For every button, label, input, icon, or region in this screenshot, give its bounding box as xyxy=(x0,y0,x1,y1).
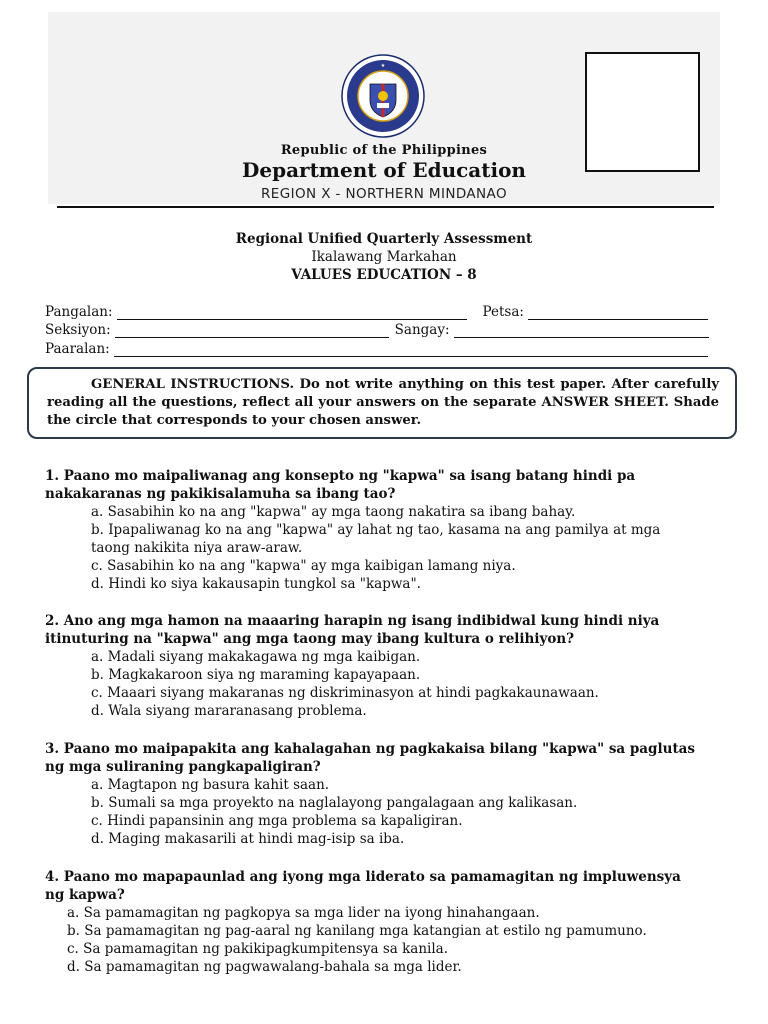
question-4-option-a: a. Sa pamamagitan ng pagkopya sa mga lider na iyong hinahangaan. xyxy=(67,905,540,921)
question-4-option-c: c. Sa pamamagitan ng pakikipagkumpitensya sa kanila. xyxy=(67,941,448,957)
question-4-option-b: b. Sa pamamagitan ng pag-aaral ng kanilang mga katangian at estilo ng pamumuno. xyxy=(67,923,647,939)
subject-title: VALUES EDUCATION – 8 xyxy=(291,267,477,283)
question-3-option-d: d. Maging makasarili at hindi mag-isip sa iba. xyxy=(91,831,405,847)
question-3-option-a: a. Magtapon ng basura kahit saan. xyxy=(91,777,330,793)
question-3-option-c: c. Hindi papansinin ang mga problema sa kapaligiran. xyxy=(91,813,463,829)
paaralan-field[interactable] xyxy=(114,344,708,357)
pangalan-label: Pangalan: xyxy=(45,304,113,320)
name-date-row xyxy=(45,304,717,320)
question-1 xyxy=(45,467,725,593)
republic-label: Republic of the Philippines xyxy=(280,143,488,158)
question-2-stem: 2. Ano ang mga hamon na maaaring harapin ng isang indibidwal kung hindi niya xyxy=(45,613,660,629)
header-divider xyxy=(57,206,714,208)
question-3-stem: 3. Paano mo maipapakita ang kahalagahan ng pagkakaisa bilang "kapwa" sa paglutas xyxy=(45,741,696,757)
question-1-option-b: b. Ipapaliwanag ko na ang "kapwa" ay lahat ng tao, kasama na ang pamilya at mga xyxy=(91,522,661,538)
question-2-option-c: c. Maaari siyang makaranas ng diskriminasyon at hindi pagkakaunawaan. xyxy=(91,685,599,701)
question-4-stem-cont: ng kapwa? xyxy=(45,887,125,903)
question-1-option-c: c. Sasabihin ko na ang "kapwa" ay mga kaibigan lamang niya. xyxy=(91,558,516,574)
seksiyon-label: Seksiyon: xyxy=(45,322,111,338)
question-2-stem-cont: itinuturing na "kapwa" ang mga taong may ibang kultura o relihiyon? xyxy=(45,631,575,647)
question-1-option-a: a. Sasabihin ko na ang "kapwa" ay mga taong nakatira sa ibang bahay. xyxy=(91,504,576,520)
sangay-field[interactable] xyxy=(454,325,709,338)
question-3-option-b: b. Sumali sa mga proyekto na naglalayong pangalagaan ang kalikasan. xyxy=(91,795,578,811)
question-3 xyxy=(45,740,725,848)
assessment-title: Regional Unified Quarterly Assessment xyxy=(235,231,533,247)
question-2-option-d: d. Wala siyang mararanasang problema. xyxy=(91,703,367,719)
svg-text:★: ★ xyxy=(380,63,386,69)
question-3-stem-cont: ng mga suliraning pangkapaligiran? xyxy=(45,759,321,775)
instructions-text: GENERAL INSTRUCTIONS. Do not write anything on this test paper. After carefully reading all the questions, reflect all your answers on the separate ANSWER SHEET. Shade the circle that corresponds to your chosen answer. xyxy=(47,377,719,428)
question-2-option-a: a. Madali siyang makakagawa ng mga kaibigan. xyxy=(91,649,421,665)
section-division-row xyxy=(45,322,717,338)
paaralan-label: Paaralan: xyxy=(45,341,110,357)
petsa-label: Petsa: xyxy=(482,304,524,320)
question-2-option-b: b. Magkakaroon siya ng maraming kapayapaan. xyxy=(91,667,421,683)
department-label: Department of Education xyxy=(242,158,526,182)
general-instructions-box xyxy=(27,367,737,439)
deped-seal-logo xyxy=(341,54,425,138)
question-4 xyxy=(45,868,725,976)
sangay-label: Sangay: xyxy=(394,322,450,338)
quarter-label: Ikalawang Markahan xyxy=(311,249,457,265)
petsa-field[interactable] xyxy=(528,307,708,320)
question-1-stem-cont: nakakaranas ng pakikisalamuha sa ibang tao? xyxy=(45,486,396,502)
question-4-option-d: d. Sa pamamagitan ng pagwawalang-bahala sa mga lider. xyxy=(67,959,462,975)
seksiyon-field[interactable] xyxy=(115,325,389,338)
question-1-option-d: d. Hindi ko siya kakausapin tungkol sa "kapwa". xyxy=(91,576,421,592)
question-1-stem: 1. Paano mo maipaliwanag ang konsepto ng "kapwa" sa isang batang hindi pa xyxy=(45,468,636,484)
question-4-stem: 4. Paano mo mapapaunlad ang iyong mga liderato sa pamamagitan ng impluwensya xyxy=(45,869,681,885)
question-1-option-b-cont: taong nakikita niya araw-araw. xyxy=(91,540,303,556)
region-label: REGION X - NORTHERN MINDANAO xyxy=(261,186,507,202)
pangalan-field[interactable] xyxy=(117,307,467,320)
question-2 xyxy=(45,612,725,720)
school-row xyxy=(45,341,717,357)
